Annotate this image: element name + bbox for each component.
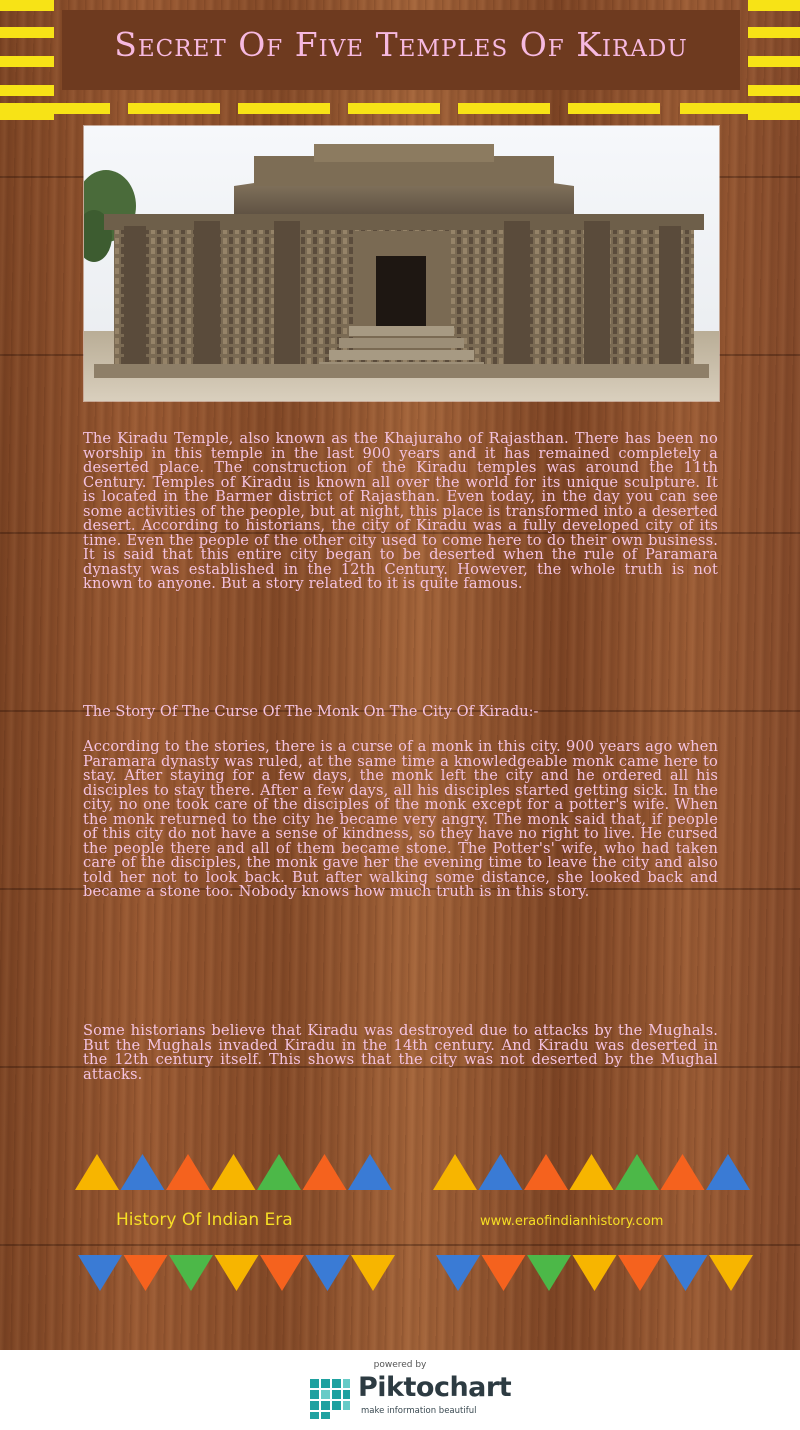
bunting-triangle [306, 1255, 350, 1291]
stripe-row [0, 114, 800, 120]
bunting-triangle [121, 1154, 165, 1190]
bunting-triangle [75, 1154, 119, 1190]
footer-site-name: History Of Indian Era [116, 1210, 293, 1230]
powered-by-label: powered by [373, 1360, 427, 1370]
bunting-bottom [0, 1253, 800, 1293]
bunting-triangle [706, 1154, 750, 1190]
bunting-triangle [709, 1255, 753, 1291]
bunting-triangle [348, 1154, 392, 1190]
closing-paragraph: Some historians believe that Kiradu was destroyed due to attacks by the Mughals. But the Mughals invaded Kiradu in the 14th century. And Kiradu was deserted in the 12th century itself. This shows that the city was not deserted by the Mughal attacks. [83, 1022, 718, 1083]
bunting-triangle [212, 1154, 256, 1190]
bunting-triangle [570, 1154, 614, 1190]
temple-photo [83, 125, 720, 402]
footer-url[interactable]: www.eraofindianhistory.com [480, 1214, 664, 1229]
bunting-triangle [124, 1255, 168, 1291]
bunting-triangle [78, 1255, 122, 1291]
bunting-triangle [257, 1154, 301, 1190]
piktochart-wordmark[interactable]: Piktochart [358, 1372, 512, 1403]
stripe-row [0, 103, 800, 114]
piktochart-tagline: make information beautiful [361, 1406, 477, 1416]
bunting-triangle [479, 1154, 523, 1190]
bunting-triangle [664, 1255, 708, 1291]
bunting-top [0, 1152, 800, 1192]
bunting-triangle [527, 1255, 571, 1291]
bunting-triangle [482, 1255, 526, 1291]
intro-paragraph: The Kiradu Temple, also known as the Khajuraho of Rajasthan. There has been no worship in this temple in the last 900 years and it has remained completely a deserted place. The construction of the Kiradu temples was around the 11th Century. Temples of Kiradu is known all over the world for its unique sculpture. It is located in the Barmer district of Rajasthan. Even today, in the day you can see some activities of the people, but at night, this place is transformed into a deserted desert. According to historians, the city of Kiradu was a fully developed city of its time. Even the people of the other city used to come here to do their own business. It is said that this entire city began to be deserted when the rule of Paramara dynasty was established in the 12th Century. However, the whole truth is not known to anyone. But a story related to it is quite famous. [83, 430, 718, 592]
bunting-triangle [169, 1255, 213, 1291]
piktochart-logo-icon [309, 1378, 351, 1420]
story-heading: The Story Of The Curse Of The Monk On The City Of Kiradu:- [83, 703, 539, 720]
bunting-triangle [573, 1255, 617, 1291]
bunting-triangle [661, 1154, 705, 1190]
bunting-triangle [351, 1255, 395, 1291]
bunting-triangle [433, 1154, 477, 1190]
bunting-triangle [215, 1255, 259, 1291]
bunting-triangle [615, 1154, 659, 1190]
bunting-triangle [260, 1255, 304, 1291]
bunting-triangle [618, 1255, 662, 1291]
powered-by-band [0, 1350, 800, 1430]
bunting-triangle [436, 1255, 480, 1291]
page-title: Secret Of Five Temples Of Kiradu [114, 25, 688, 64]
bunting-triangle [303, 1154, 347, 1190]
story-paragraph: According to the stories, there is a curse of a monk in this city. 900 years ago when Paramara dynasty was ruled, at the same time a knowledgeable monk came here to stay. After staying for a few days, the monk left the city and he ordered all his disciples to stay there. After a few days, all his disciples started getting sick. In the city, no one took care of the disciples of the monk except for a potter's wife. When the monk returned to the city he became very angry. The monk said that, if people of this city do not have a sense of kindness, so they have no right to live. He cursed the people there and all of them became stone. The Potter's' wife, who had taken care of the disciples, the monk gave her the evening time to leave the city and also told her not to look back. But after walking some distance, she looked back and became a stone too. Nobody knows how much truth is in this story. [83, 738, 718, 900]
bunting-triangle [166, 1154, 210, 1190]
bunting-triangle [524, 1154, 568, 1190]
